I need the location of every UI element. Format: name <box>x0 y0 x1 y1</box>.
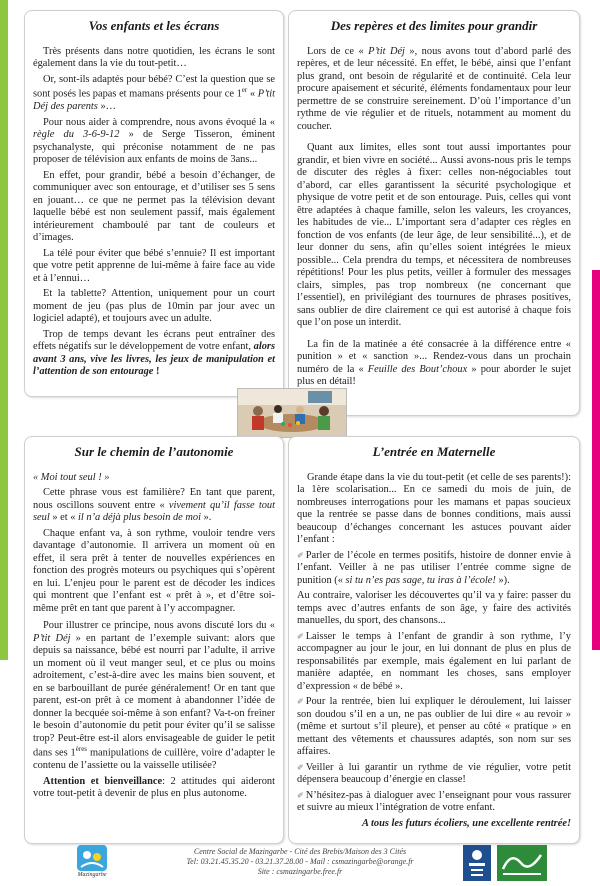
article-body <box>289 472 579 830</box>
paragraph: Attention et bienveillance: 2 attitudes qui aideront votre tout-petit à devenir de plus en plus autonome. <box>33 775 275 800</box>
paragraph: La fin de la matinée a été consacrée à la différence entre « punition » et « sanction »... Rendez-vous dans un prochain numéro de la « Feuille des Bout’choux » pour aborder le sujet plus en détail! <box>297 338 571 388</box>
caf-logo <box>463 845 491 881</box>
pencil-icon: ✐ <box>297 550 304 560</box>
article-screens <box>24 10 284 397</box>
pencil-icon: ✐ <box>297 631 304 641</box>
photo-illustration <box>238 389 346 437</box>
footer-phone-mail: Tel: 03.21.45.35.20 - 03.21.37.28.00 - Mail : csmazingarbe@orange.fr <box>186 857 414 866</box>
caf-logo-icon <box>463 845 491 881</box>
paragraph: Or, sont-ils adaptés pour bébé? C’est la question que se sont posés les papas et mamans présents pour ce 1er « P’tit Déj des parents »… <box>33 73 276 113</box>
paragraph: Très présents dans notre quotidien, les écrans le sont également dans la vie du tout-petit… <box>33 46 275 70</box>
article-autonomy <box>24 436 284 844</box>
workshop-photo <box>237 388 347 438</box>
paragraph: Grande étape dans la vie du tout-petit (et celle de ses parents!): la 1ère scolarisation... En ce samedi du mois de juin, de nombreuses interrogations pour les mamans et papas soucieux que la rentrée se passe dans de bonnes conditions, mais aussi beaucoup d’échanges concernant les astuces pouvant aider l’enfant : <box>297 472 571 546</box>
article-body <box>25 472 283 801</box>
tip-item: ✐ Pour la rentrée, bien lui expliquer le déroulement, lui laisser son doudou s’il en a un, ne pas oublier de lui dire « au revoir » (même et surtout s’il pleure), et penser au côté « pratique » en mettant des vêtements et chaussures adaptés, son nom sur ses affaires. <box>297 696 571 758</box>
article-title: Vos enfants et les écrans <box>88 18 220 33</box>
quote: « Moi tout seul ! » <box>33 472 110 483</box>
paragraph: La télé pour éviter que bébé s’ennuie? Il est important que votre petit apprenne de lui-même à faire face au vide et à l’ennui… <box>33 247 275 284</box>
paragraph: Cette phrase vous est familière? En tant que parent, nous oscillons souvent entre « vivement qu’il fasse tout seul » et « il n’a déjà plus besoin de moi ». <box>33 487 275 524</box>
tip-item: ✐ Parler de l’école en termes positifs, histoire de donner envie à l’enfant. Veiller à ne pas utiliser l’entrée comme signe de punition (« si tu n’es pas sage, tu iras à l’école! »). <box>297 549 571 586</box>
footer-address: Centre Social de Mazingarbe - Cité des Brebis/Maison des 3 Cités <box>193 847 407 856</box>
pencil-icon: ✐ <box>297 762 304 772</box>
paragraph: Pour nous aider à comprendre, nous avons évoqué la « règle du 3-6-9-12 » de Serge Tisseron, éminent psychanalyste, qui préconise notamment de ne pas proposer de télévision aux enfants de moins de 3ans... <box>33 116 275 166</box>
region-logo-icon <box>497 845 547 881</box>
article-kindergarten <box>288 436 580 844</box>
right-decorative-stripe <box>592 270 600 650</box>
paragraph: Lors de ce « P’tit Déj », nous avons tout d’abord parlé des repères, et de leur nécessité. En effet, le bébé, ainsi que l’enfant plus grand, ont besoin de régularité et de continuité. Cela leur procure apaisement et sécurité, éléments fondamentaux pour leur permettre de se construire sereinement. D’où l’importance d’un rythme de vie régulier et de rituels, notamment au moment du coucher. <box>297 46 571 132</box>
article-body <box>289 46 579 389</box>
footer-contact <box>160 847 440 877</box>
article-title: L’entrée en Maternelle <box>372 444 496 459</box>
paragraph: En effet, pour grandir, bébé a besoin d’échanger, de communiquer avec son entourage, et d’utiliser ses 5 sens en jouant… ce que ne permet pas la télévision devant laquelle bébé est non seulement passif, mais également intérieurement chamboulé par tant de couleurs et d’images. <box>33 169 275 244</box>
closing-line: A tous les futurs écoliers, une excellente rentrée! <box>362 817 571 829</box>
footer-website: Site : csmazingarbe.free.fr <box>257 867 343 876</box>
left-decorative-stripe <box>0 0 8 660</box>
tip-item: ✐ Laisser le temps à l’enfant de grandir à son rythme, l’y accompagner au jour le jour, en lui donnant de plus en plus de responsabilités par exemple, mais également en lui parlant de manière adaptée, en nommant les choses, sans employer d’expression « de bébé ». <box>297 630 571 692</box>
article-body <box>25 46 283 379</box>
region-logo <box>497 845 547 881</box>
paragraph: Pour illustrer ce principe, nous avons discuté lors du « P’tit Déj » en partant de l’exemple suivant: alors que depuis sa naissance, bébé est nourri par l’adulte, il arrive un moment où il veut manger seul, et ce plus ou moins adroitement, c’est-à-dire avec les mains bien souvent, et en se barbouillant de purée généralement! Or en tant que parent, est-on prêt à ce moment à abandonner l’idée de donner la becquée soi-même à son enfant? Va-t-on freiner le besoin d’autonomie du petit pour éviter qu’il se salisse trop? Peut-être est-il alors envisageable de guider le petit dans ses 1ères manipulations de cuillère, voire d’adapter le contenu de l’assiette ou la vaisselle utilisée? <box>33 620 276 772</box>
tip-item: ✐ Veiller à lui garantir un rythme de vie régulier, votre petit dépensera beaucoup d’énergie en classe! <box>297 761 571 786</box>
article-title: Des repères et des limites pour grandir <box>330 18 538 33</box>
paragraph: Au contraire, valoriser les découvertes qu’il va y faire: passer du temps avec d’autres enfants de son âge, y faire des activités manuelles, du sport, des chansons... <box>297 590 571 627</box>
paragraph: Trop de temps devant les écrans peut entraîner des effets négatifs sur le développement de votre enfant, alors avant 3 ans, vive les livres, les jeux de manipulation et l’attention de son entourage ! <box>33 328 275 378</box>
pencil-icon: ✐ <box>297 790 304 800</box>
article-landmarks-limits <box>288 10 580 416</box>
footer <box>0 845 600 885</box>
paragraph: Chaque enfant va, à son rythme, vouloir tendre vers davantage d’autonomie. Il arrivera un moment où en effet, il sera prêt à tenter de nouvelles expériences en fonction des progrès moteurs ou psychiques qui s’opèrent en lui. L’enjeu pour le parent est de décoder les indices qui montrent que l’enfant est « prêt à », et d’être soi-même prêt en tant que parent à l’y accompagner. <box>33 527 275 614</box>
paragraph: Quant aux limites, elles sont tout aussi importantes pour grandir, et bien vivre en société... Aussi avons-nous pris le temps de discuter des règles à fixer: celles non-négociables tout d’abord, car elles garantissent la sécurité psychologique et physique de votre petit et de son entourage. Puis, celles qui vont être adaptées à chaque famille, selon les valeurs, les croyances, les habitudes de vie... L’important sera d’adapter ces règles en fonction de vos enfants (de leur âge, de leur sensibilité...), et de leur donner du sens, afin qu’elles soient intégrées le mieux possible... Cela prendra du temps, et nécessitera de nombreuses répétitions! Pour les plus petits, veiller à formuler des messages clairs, simples, pas trop nombreux (ne concernant que l’essentiel), en privilégiant des tournures de phrases positives, sans oublier de dire clairement ce qui est autorisé à chaque fois que l’on pose un interdit. <box>297 142 571 329</box>
pencil-icon: ✐ <box>297 697 304 707</box>
paragraph: Et la tablette? Attention, uniquement pour un court moment de jeu (pas plus de 10min par jour avec un logiciel adapté), et toujours avec un adulte. <box>33 288 275 325</box>
logo-caption: Mazingarbe <box>77 872 107 878</box>
social-center-logo <box>75 845 109 881</box>
tip-item: ✐ N’hésitez-pas à dialoguer avec l’enseignant pour vous rassurer et suivre au mieux l’intégration de votre enfant. <box>297 789 571 814</box>
article-title: Sur le chemin de l’autonomie <box>74 444 234 459</box>
